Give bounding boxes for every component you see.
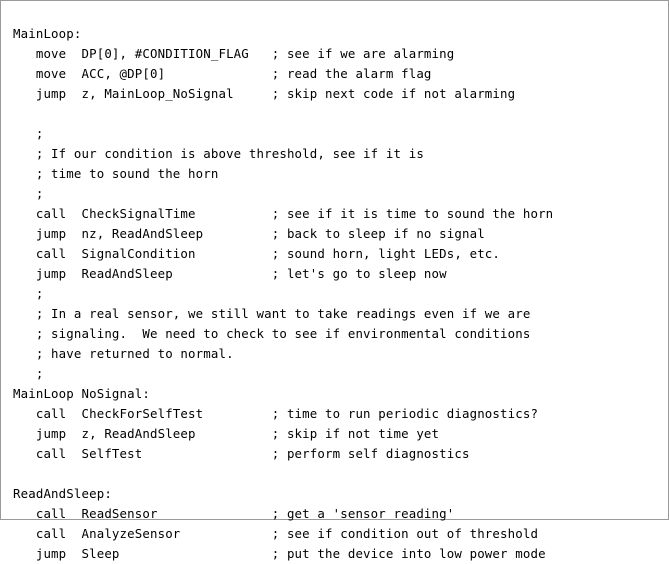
code-line: move ACC, @DP[0] ; read the alarm flag [13,66,432,81]
code-line: call SignalCondition ; sound horn, light LEDs, etc. [13,246,501,261]
code-line: call CheckSignalTime ; see if it is time to sound the horn [13,206,554,221]
code-line: ; [13,126,44,141]
code-line: jump Sleep ; put the device into low power mode [13,546,546,561]
code-line: jump z, MainLoop_NoSignal ; skip next code if not alarming [13,86,516,101]
code-line: MainLoop: [13,26,82,41]
code-line: call CheckForSelfTest ; time to run periodic diagnostics? [13,406,539,421]
code-line: call ReadSensor ; get a 'sensor reading' [13,506,455,521]
code-line [13,464,660,484]
code-line: jump ReadAndSleep ; let's go to sleep now [13,266,447,281]
code-line: ; [13,366,44,381]
code-line [13,104,660,124]
code-block [1,14,668,561]
code-line: ; [13,286,44,301]
code-line: ; have returned to normal. [13,346,234,361]
code-line: ; If our condition is above threshold, see if it is [13,146,424,161]
code-line: ReadAndSleep: [13,486,112,501]
code-line: ; time to sound the horn [13,166,219,181]
code-line: jump z, ReadAndSleep ; skip if not time yet [13,426,440,441]
code-line: call AnalyzeSensor ; see if condition out of threshold [13,526,539,541]
code-line: MainLoop NoSignal: [13,386,150,401]
code-line: ; In a real sensor, we still want to take readings even if we are [13,306,531,321]
code-line: call SelfTest ; perform self diagnostics [13,446,470,461]
code-line: ; signaling. We need to check to see if environmental conditions [13,326,531,341]
code-line: ; [13,186,44,201]
code-line: jump nz, ReadAndSleep ; back to sleep if no signal [13,226,485,241]
code-line: move DP[0], #CONDITION_FLAG ; see if we are alarming [13,46,455,61]
